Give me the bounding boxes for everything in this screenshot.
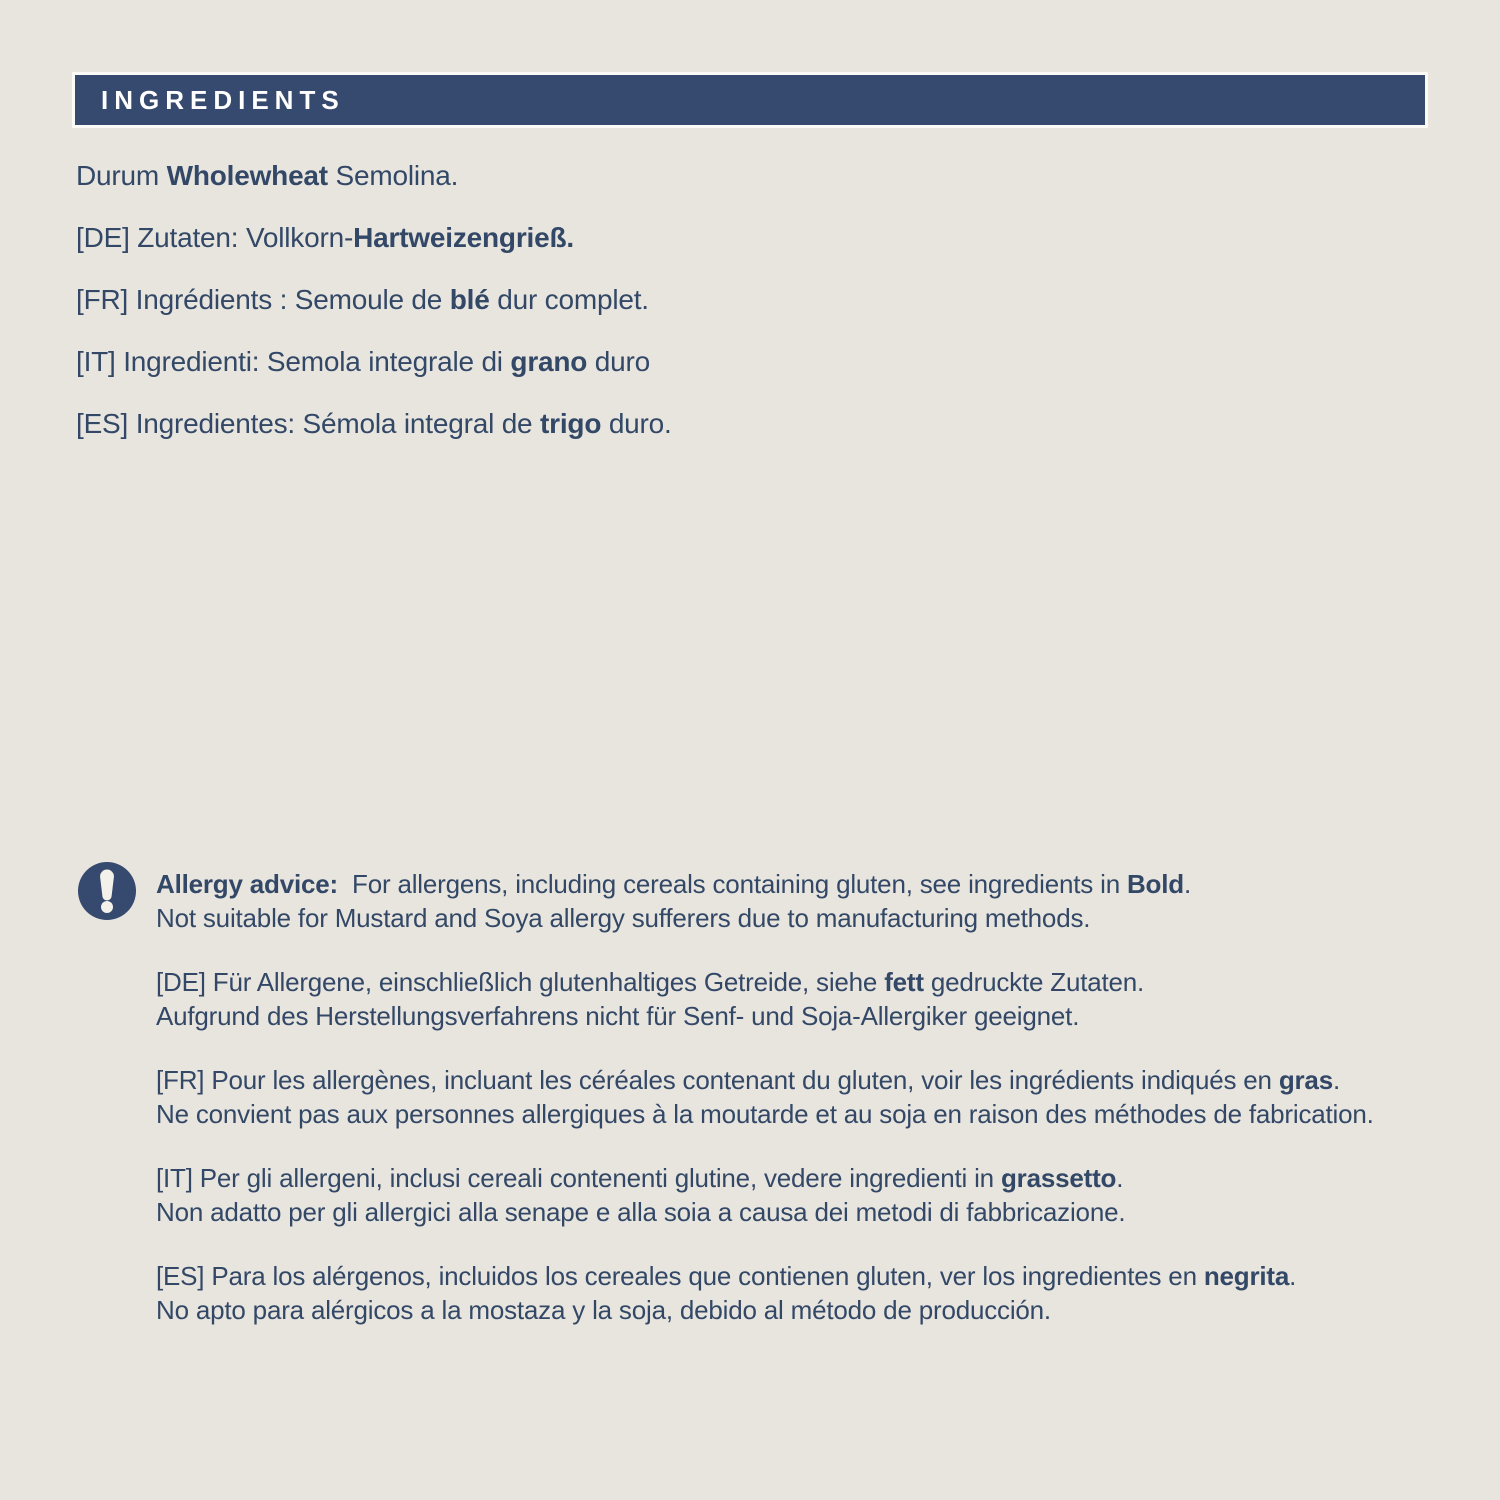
ingredients-header-title: INGREDIENTS [101, 84, 345, 115]
allergy-line: [FR] Pour les allergènes, incluant les céréales contenant du gluten, voir les ingrédients indiqués en gras. [156, 1065, 1340, 1095]
ingredients-list [76, 158, 672, 468]
allergy-line: No apto para alérgicos a la mostaza y la soja, debido al método de producción. [156, 1295, 1051, 1325]
allergy-line: Not suitable for Mustard and Soya allergy sufferers due to manufacturing methods. [156, 903, 1091, 933]
ingredients-header-band [75, 75, 1425, 125]
ingredient-line: [DE] Zutaten: Vollkorn-Hartweizengrieß. [76, 222, 574, 253]
allergy-line: [IT] Per gli allergeni, inclusi cereali contenenti glutine, vedere ingredienti in grassetto. [156, 1163, 1124, 1193]
allergy-line: [DE] Für Allergene, einschließlich glutenhaltiges Getreide, siehe fett gedruckte Zutaten. [156, 967, 1145, 997]
allergy-line: Aufgrund des Herstellungsverfahrens nicht für Senf- und Soja-Allergiker geeignet. [156, 1001, 1080, 1031]
ingredient-line: Durum Wholewheat Semolina. [76, 160, 459, 191]
allergy-paragraph [156, 867, 1374, 935]
allergy-paragraph [156, 965, 1374, 1033]
allergy-line: Allergy advice: For allergens, including cereals containing gluten, see ingredients in Bold. [156, 869, 1191, 899]
ingredient-line: [FR] Ingrédients : Semoule de blé dur complet. [76, 284, 649, 315]
allergy-line: Non adatto per gli allergici alla senape e alla soia a causa dei metodi di fabbricazione. [156, 1197, 1126, 1227]
allergy-advice-block [78, 862, 1374, 1357]
allergy-line: Ne convient pas aux personnes allergiques à la moutarde et au soja en raison des méthodes de fabrication. [156, 1099, 1374, 1129]
ingredient-line: [IT] Ingredienti: Semola integrale di grano duro [76, 346, 651, 377]
ingredient-line: [ES] Ingredientes: Sémola integral de trigo duro. [76, 408, 672, 439]
allergy-paragraph [156, 1259, 1374, 1327]
exclamation-circle-icon [78, 862, 136, 920]
allergy-paragraph [156, 1063, 1374, 1131]
allergy-paragraph [156, 1161, 1374, 1229]
allergy-line: [ES] Para los alérgenos, incluidos los cereales que contienen gluten, ver los ingredientes en negrita. [156, 1261, 1297, 1291]
allergy-paragraphs [156, 862, 1374, 1357]
